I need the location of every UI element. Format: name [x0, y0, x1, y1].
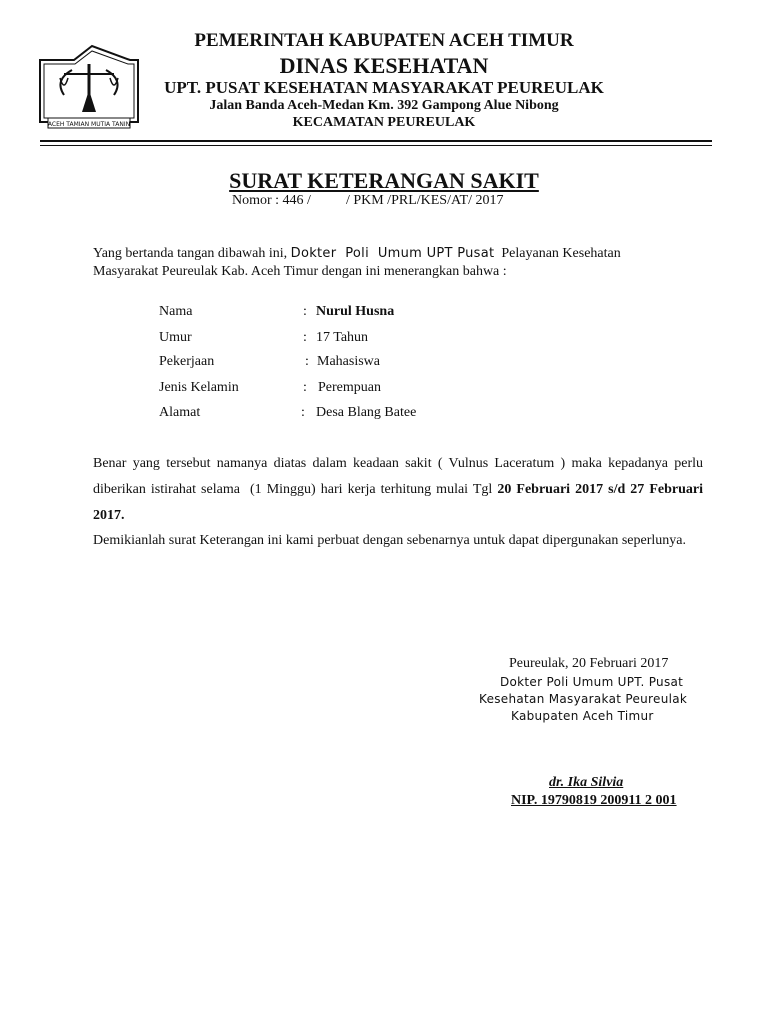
field-label-alamat: Alamat	[159, 405, 201, 420]
district-line: KECAMATAN PEUREULAK	[292, 115, 476, 130]
signer-role-line-3: Kabupaten Aceh Timur	[511, 709, 654, 723]
government-name: PEMERINTAH KABUPATEN ACEH TIMUR	[194, 30, 574, 51]
field-colon: :	[301, 405, 305, 420]
signer-nip: NIP. 19790819 200911 2 001	[511, 793, 677, 808]
unit-name: UPT. PUSAT KESEHATAN MASYARAKAT PEUREULAK	[164, 78, 604, 97]
intro-role: Dokter Poli Umum UPT Pusat	[290, 246, 495, 261]
closing-paragraph: Demikianlah surat Keterangan ini kami perbuat dengan sebenarnya untuk dapat dipergunakan seperlunya.	[93, 533, 686, 548]
field-value-pekerjaan: Mahasiswa	[317, 354, 380, 369]
intro-paragraph	[93, 245, 703, 281]
statement-text: Benar yang tersebut namanya diatas dalam keadaan sakit ( Vulnus Laceratum ) maka kepadanya perlu diberikan istirahat selama (1 Minggu) hari kerja terhitung mulai Tgl	[93, 456, 707, 497]
field-value-umur: 17 Tahun	[316, 330, 369, 345]
field-colon: :	[305, 354, 309, 369]
field-colon: :	[303, 330, 307, 345]
intro-text-tail: Pelayanan Kesehatan	[494, 246, 621, 261]
intro-line-2: Masyarakat Peureulak Kab. Aceh Timur dengan ini menerangkan bahwa :	[93, 264, 507, 279]
field-value-jenis-kelamin: Perempuan	[318, 380, 381, 395]
field-label-pekerjaan: Pekerjaan	[159, 354, 215, 369]
field-value-alamat: Desa Blang Batee	[316, 405, 417, 420]
department-name: DINAS KESEHATAN	[279, 53, 489, 78]
field-label-nama: Nama	[159, 304, 193, 319]
svg-text:ACEH TAMIAN MUTIA TANIN: ACEH TAMIAN MUTIA TANIN	[47, 121, 131, 128]
letter-title: SURAT KETERANGAN SAKIT	[229, 168, 539, 193]
signer-role-line-1: Dokter Poli Umum UPT. Pusat	[500, 675, 684, 689]
signer-role-line-2: Kesehatan Masyarakat Peureulak	[479, 692, 688, 706]
address-line: Jalan Banda Aceh-Medan Km. 392 Gampong Alue Nibong	[209, 98, 559, 113]
field-label-umur: Umur	[159, 330, 192, 345]
field-label-jenis-kelamin: Jenis Kelamin	[159, 380, 239, 395]
letter-number: Nomor : 446 / / PKM /PRL/KES/AT/ 2017	[232, 193, 504, 208]
field-value-nama: Nurul Husna	[316, 304, 395, 319]
header-divider-thick	[40, 140, 712, 142]
intro-text: Yang bertanda tangan dibawah ini,	[93, 246, 291, 261]
leave-period: 20 Februari 2017 s/d 27 Februari 2017.	[93, 482, 703, 523]
header-divider-thin	[40, 145, 712, 146]
place-date: Peureulak, 20 Februari 2017	[509, 656, 669, 671]
field-colon: :	[303, 304, 307, 319]
field-colon: :	[303, 380, 307, 395]
sick-leave-statement	[93, 451, 707, 529]
signer-name: dr. Ika Silvia	[549, 775, 624, 790]
